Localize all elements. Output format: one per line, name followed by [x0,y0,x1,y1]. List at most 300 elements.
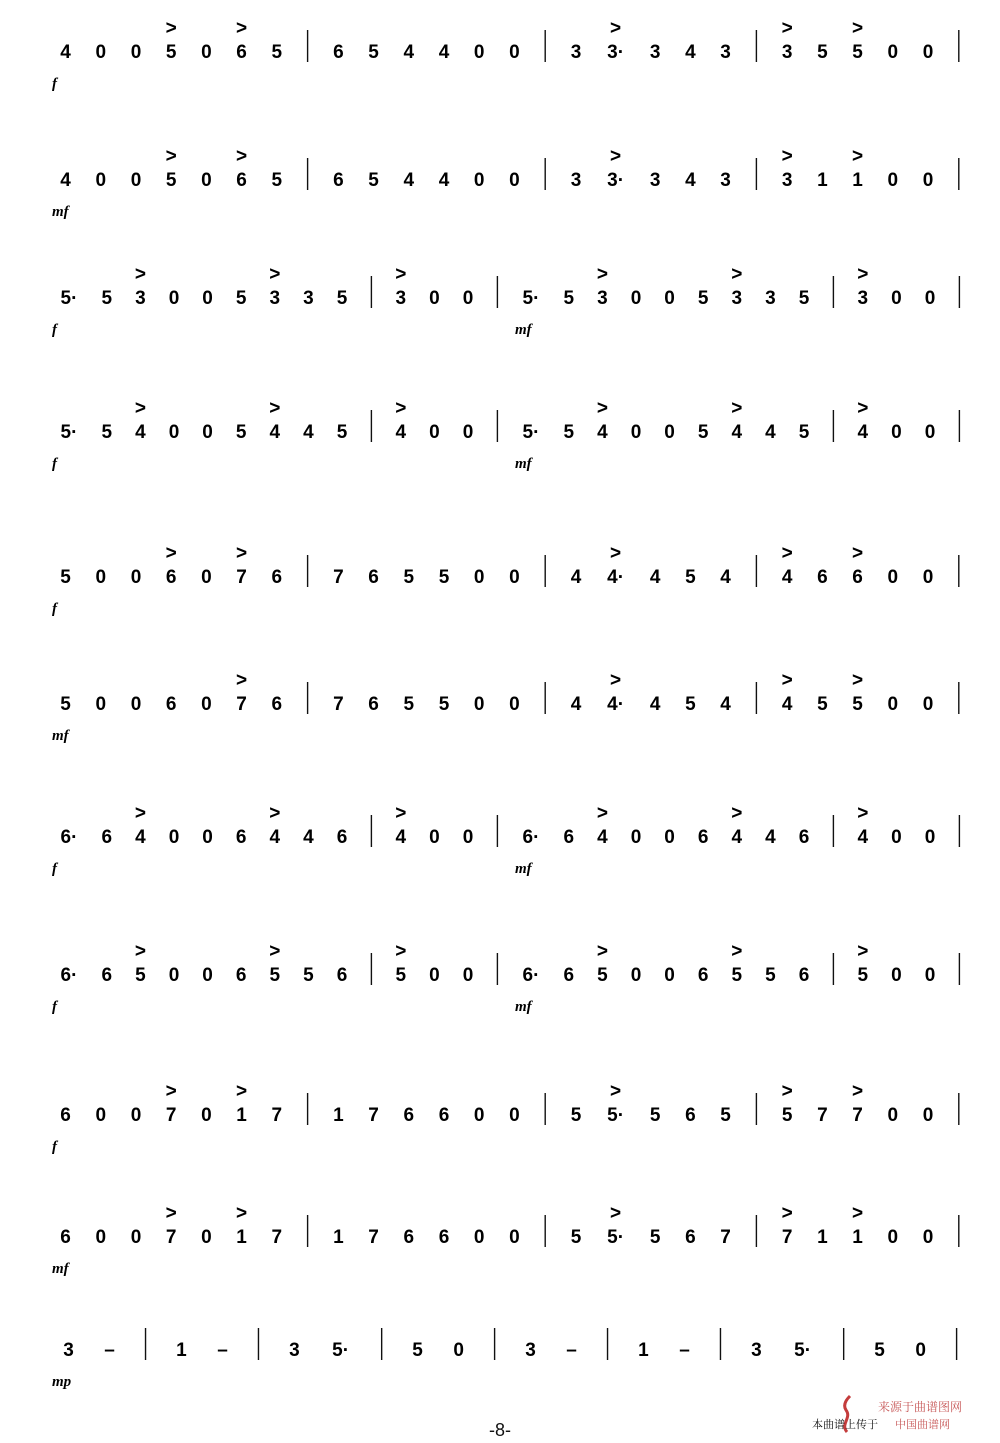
jianpu-note: 5 [874,1340,885,1361]
jianpu-note: 4 [438,42,450,63]
jianpu-note: 5 [412,1340,423,1361]
jianpu-note: 4 [135,827,146,848]
jianpu-note: 3 [570,170,582,191]
jianpu-note: 0 [201,567,212,588]
jianpu-note: 6 [563,965,575,986]
accent-mark: > [852,1081,864,1102]
jianpu-note: 0 [630,422,642,443]
jianpu-note: 4 [60,170,71,191]
jianpu-note: 6· [60,827,78,848]
dynamic-marking: mf [515,456,532,472]
jianpu-note: 0 [130,1227,142,1248]
accent-mark: > [236,1081,248,1102]
jianpu-note: – [104,1340,115,1361]
jianpu-note: 6 [60,1227,71,1248]
jianpu-note: 4 [60,42,71,63]
jianpu-note: 4 [649,694,661,715]
jianpu-note: 0 [95,1105,107,1126]
jianpu-note: 0 [429,422,440,443]
jianpu-note: 0 [202,422,213,443]
jianpu-note: 1 [852,170,863,191]
jianpu-note: – [566,1340,577,1361]
accent-mark: > [134,803,146,824]
jianpu-note: 6 [798,965,810,986]
jianpu-note: 5 [798,288,810,309]
jianpu-note: 0 [130,42,142,63]
accent-mark: > [857,803,869,824]
accent-mark: > [395,398,407,419]
jianpu-note: 6 [685,1227,696,1248]
dynamic-marking: f [52,999,57,1015]
jianpu-note: 4 [570,567,582,588]
jianpu-note: 0 [429,827,440,848]
jianpu-note: 3 [135,288,146,309]
jianpu-note: 0 [168,965,180,986]
jianpu-note: 6· [522,827,540,848]
accent-mark: > [781,670,793,691]
jianpu-note: 4 [395,422,407,443]
jianpu-note: 4 [857,827,869,848]
jianpu-note: 0 [924,827,936,848]
jianpu-note: 4 [597,422,608,443]
jianpu-note: 0 [924,965,936,986]
jianpu-note: 5 [852,42,863,63]
jianpu-note: 5 [235,422,247,443]
jianpu-note: 0 [664,288,675,309]
jianpu-note: 3 [289,1340,300,1361]
jianpu-note: 6 [165,567,177,588]
jianpu-note: 5 [101,422,113,443]
jianpu-note: 4 [597,827,608,848]
accent-mark: > [165,1203,177,1224]
jianpu-note: 0 [664,827,675,848]
jianpu-note: 5 [395,965,407,986]
jianpu-note: 0 [95,42,107,63]
jianpu-note: 5· [522,422,540,443]
accent-mark: > [781,1081,793,1102]
jianpu-note: 1 [638,1340,649,1361]
jianpu-note: 6 [685,1105,696,1126]
jianpu-note: 6 [236,170,247,191]
watermark-bottom: 中国曲谱网 [895,1418,950,1431]
accent-mark: > [395,264,407,285]
accent-mark: > [857,941,869,962]
accent-mark: > [134,264,146,285]
dynamic-marking: mf [515,861,532,877]
jianpu-note: 3 [720,170,731,191]
accent-mark: > [134,398,146,419]
accent-mark: > [596,941,608,962]
jianpu-note: 5 [817,42,828,63]
jianpu-note: 0 [168,422,180,443]
jianpu-note: 5· [60,422,78,443]
jianpu-note: 6 [368,567,379,588]
jianpu-note: 0 [509,1227,520,1248]
jianpu-note: 0 [922,694,934,715]
jianpu-note: 5 [438,694,450,715]
jianpu-note: 3 [303,288,314,309]
jianpu-note: 4 [135,422,146,443]
jianpu-note: 3 [63,1340,74,1361]
jianpu-note: 7 [236,694,247,715]
jianpu-note: 6 [798,827,810,848]
jianpu-note: 0 [202,965,213,986]
jianpu-note: 0 [664,965,675,986]
jianpu-note: 6 [336,965,348,986]
jianpu-note: 1 [236,1227,247,1248]
jianpu-note: 5 [368,170,379,191]
jianpu-note: 7 [165,1105,177,1126]
accent-mark: > [269,264,281,285]
jianpu-note: 6 [165,694,177,715]
jianpu-note: 6 [563,827,575,848]
jianpu-note: 5· [522,288,540,309]
jianpu-note: 6 [697,965,709,986]
jianpu-note: 4 [781,694,793,715]
jianpu-note: 3 [525,1340,536,1361]
jianpu-note: 6 [438,1227,450,1248]
dynamic-marking: f [52,861,57,877]
jianpu-note: 5 [570,1227,582,1248]
jianpu-note: 5 [438,567,450,588]
jianpu-note: 4 [395,827,407,848]
jianpu-note: 6 [697,827,709,848]
jianpu-note: 4 [269,827,281,848]
jianpu-note: 0 [664,422,675,443]
jianpu-note: 5 [303,965,314,986]
jianpu-note: 1 [176,1340,187,1361]
accent-mark: > [731,398,743,419]
jianpu-note: 4 [720,567,731,588]
jianpu-note: 6 [271,567,283,588]
jianpu-note: 0 [201,170,212,191]
jianpu-note: 1 [852,1227,863,1248]
dynamic-marking: mf [52,728,69,744]
jianpu-note: 6 [101,965,113,986]
accent-mark: > [852,543,864,564]
jianpu-note: 5 [403,694,415,715]
jianpu-note: 6· [522,965,540,986]
jianpu-note: 0 [887,1227,899,1248]
jianpu-note: 3· [607,42,625,63]
jianpu-note: 3 [751,1340,762,1361]
accent-mark: > [395,941,407,962]
jianpu-note: 4 [303,827,314,848]
jianpu-note: 0 [201,694,212,715]
jianpu-note: 7 [333,694,344,715]
accent-mark: > [236,1203,248,1224]
jianpu-note: 3 [570,42,582,63]
accent-mark: > [269,398,281,419]
jianpu-note: 0 [922,170,934,191]
jianpu-note: 6 [852,567,863,588]
jianpu-note: 5 [60,694,71,715]
jianpu-note: 0 [473,170,485,191]
jianpu-note: 1 [817,1227,828,1248]
jianpu-note: 4 [269,422,281,443]
accent-mark: > [852,146,864,167]
accent-mark: > [852,670,864,691]
jianpu-note: 4 [731,422,743,443]
jianpu-note: 1 [333,1105,344,1126]
accent-mark: > [610,146,622,167]
jianpu-note: 0 [891,965,902,986]
jianpu-note: 1 [817,170,828,191]
jianpu-note: 7 [165,1227,177,1248]
jianpu-note: 4· [607,694,625,715]
jianpu-note: 4 [403,170,415,191]
jianpu-note: 6· [60,965,78,986]
jianpu-note: 5 [781,1105,793,1126]
jianpu-note: 5 [570,1105,582,1126]
jianpu-note: 6 [235,827,247,848]
jianpu-note: 5 [336,422,348,443]
jianpu-note: 0 [462,827,474,848]
jianpu-note: 6 [438,1105,450,1126]
accent-mark: > [269,803,281,824]
accent-mark: > [165,146,177,167]
jianpu-note: 0 [473,694,485,715]
dynamic-marking: f [52,76,57,92]
jianpu-note: 5 [731,965,743,986]
jianpu-note: 0 [453,1340,464,1361]
jianpu-note: 0 [887,170,899,191]
jianpu-note: 4 [765,422,776,443]
jianpu-note: 6 [403,1227,415,1248]
jianpu-note: 5 [597,965,608,986]
accent-mark: > [610,1203,622,1224]
jianpu-note: 4 [649,567,661,588]
jianpu-note: 7 [368,1227,379,1248]
jianpu-note: – [679,1340,690,1361]
accent-mark: > [781,18,793,39]
accent-mark: > [731,803,743,824]
jianpu-note: 3 [649,170,661,191]
jianpu-note: 5 [685,694,696,715]
jianpu-note: 0 [509,694,520,715]
jianpu-note: 0 [509,42,520,63]
jianpu-note: 6 [333,170,344,191]
jianpu-note: 5 [271,170,283,191]
jianpu-note: 5 [165,42,177,63]
jianpu-note: 0 [130,567,142,588]
jianpu-note: 3 [781,42,793,63]
accent-mark: > [596,264,608,285]
accent-mark: > [134,941,146,962]
jianpu-note: 6 [60,1105,71,1126]
accent-mark: > [781,543,793,564]
jianpu-note: 5 [720,1105,731,1126]
jianpu-note: 5 [336,288,348,309]
jianpu-note: 0 [202,827,213,848]
jianpu-note: 0 [462,422,474,443]
dynamic-marking: f [52,456,57,472]
dynamic-marking: mf [515,322,532,338]
jianpu-note: 5· [794,1340,812,1361]
jianpu-note: 4· [607,567,625,588]
jianpu-note: 3 [269,288,281,309]
dynamic-marking: mf [515,999,532,1015]
accent-mark: > [852,18,864,39]
jianpu-note: – [217,1340,228,1361]
accent-mark: > [236,18,248,39]
jianpu-note: 4 [570,694,582,715]
jianpu-note: 0 [630,827,642,848]
jianpu-note: 5 [852,694,863,715]
accent-mark: > [236,543,248,564]
accent-mark: > [852,1203,864,1224]
accent-mark: > [610,670,622,691]
jianpu-note: 6 [271,694,283,715]
accent-mark: > [781,146,793,167]
jianpu-note: 0 [891,288,902,309]
dynamic-marking: mf [52,1261,69,1277]
jianpu-note: 0 [95,567,107,588]
accent-mark: > [857,398,869,419]
jianpu-note: 7 [852,1105,863,1126]
accent-mark: > [610,543,622,564]
jianpu-note: 4 [685,170,696,191]
jianpu-note: 5 [135,965,146,986]
jianpu-note: 3 [597,288,608,309]
jianpu-note: 0 [473,42,485,63]
jianpu-note: 0 [462,965,474,986]
jianpu-note: 0 [891,422,902,443]
jianpu-note: 0 [887,42,899,63]
dynamic-marking: f [52,1139,57,1155]
jianpu-note: 7 [236,567,247,588]
accent-mark: > [596,398,608,419]
jianpu-note: 0 [95,694,107,715]
jianpu-note: 6 [101,827,113,848]
jianpu-note: 5 [563,288,575,309]
accent-mark: > [165,18,177,39]
jianpu-note: 5 [685,567,696,588]
jianpu-note: 4 [765,827,776,848]
jianpu-note: 5· [607,1227,625,1248]
jianpu-note: 5· [332,1340,350,1361]
jianpu-note: 0 [922,1227,934,1248]
jianpu-note: 0 [130,1105,142,1126]
jianpu-note: 5· [60,288,78,309]
jianpu-note: 0 [429,965,440,986]
jianpu-note: 0 [630,288,642,309]
jianpu-note: 5 [697,422,709,443]
jianpu-note: 5 [60,567,71,588]
accent-mark: > [781,1203,793,1224]
jianpu-note: 4 [685,42,696,63]
jianpu-note: 5 [765,965,776,986]
page-number: -8- [489,1420,511,1440]
jianpu-note: 4 [303,422,314,443]
jianpu-note: 1 [236,1105,247,1126]
jianpu-note: 0 [922,42,934,63]
dynamic-marking: mp [52,1374,72,1390]
jianpu-note: 1 [333,1227,344,1248]
jianpu-note: 5· [607,1105,625,1126]
jianpu-note: 0 [887,694,899,715]
jianpu-note: 0 [168,827,180,848]
jianpu-note: 0 [130,694,142,715]
jianpu-note: 5 [235,288,247,309]
footer-text: 本曲谱上传于 [812,1418,878,1431]
watermark-top: 来源于曲谱图网 [878,1400,963,1414]
jianpu-note: 5 [403,567,415,588]
accent-mark: > [236,146,248,167]
dynamic-marking: f [52,322,57,338]
jianpu-note: 4 [781,567,793,588]
dynamic-marking: f [52,601,57,617]
jianpu-note: 0 [201,1105,212,1126]
jianpu-note: 3 [857,288,869,309]
jianpu-note: 7 [333,567,344,588]
jianpu-note: 6 [236,42,247,63]
jianpu-note: 5 [697,288,709,309]
jianpu-note: 3 [649,42,661,63]
jianpu-note: 6 [817,567,828,588]
accent-mark: > [165,1081,177,1102]
jianpu-note: 7 [781,1227,793,1248]
jianpu-note: 5 [271,42,283,63]
jianpu-note: 0 [922,1105,934,1126]
jianpu-note: 0 [201,42,212,63]
jianpu-note: 5 [165,170,177,191]
dynamic-marking: mf [52,204,69,220]
jianpu-note: 7 [817,1105,828,1126]
jianpu-note: 5 [101,288,113,309]
jianpu-note: 0 [915,1340,926,1361]
jianpu-note: 0 [887,567,899,588]
jianpu-note: 0 [473,567,485,588]
jianpu-note: 6 [333,42,344,63]
jianpu-note: 5 [563,422,575,443]
jianpu-note: 7 [271,1227,283,1248]
jianpu-note: 0 [168,288,180,309]
accent-mark: > [610,1081,622,1102]
jianpu-note: 4 [857,422,869,443]
jianpu-note: 3 [720,42,731,63]
jianpu-note: 3 [781,170,793,191]
jianpu-note: 5 [269,965,281,986]
jianpu-note: 6 [403,1105,415,1126]
jianpu-note: 0 [924,288,936,309]
accent-mark: > [596,803,608,824]
jianpu-note: 5 [817,694,828,715]
jianpu-note: 0 [130,170,142,191]
jianpu-note: 4 [731,827,743,848]
accent-mark: > [857,264,869,285]
jianpu-note: 6 [368,694,379,715]
accent-mark: > [269,941,281,962]
jianpu-note: 0 [924,422,936,443]
jianpu-note: 6 [235,965,247,986]
jianpu-note: 0 [509,1105,520,1126]
accent-mark: > [395,803,407,824]
jianpu-note: 3 [731,288,743,309]
accent-mark: > [731,941,743,962]
jianpu-note: 7 [368,1105,379,1126]
jianpu-note: 0 [509,170,520,191]
jianpu-note: 0 [922,567,934,588]
jianpu-note: 0 [202,288,213,309]
jianpu-note: 5 [368,42,379,63]
jianpu-note: 0 [887,1105,899,1126]
jianpu-note: 4 [720,694,731,715]
jianpu-note: 6 [336,827,348,848]
accent-mark: > [610,18,622,39]
jianpu-note: 5 [798,422,810,443]
jianpu-note: 3 [395,288,407,309]
